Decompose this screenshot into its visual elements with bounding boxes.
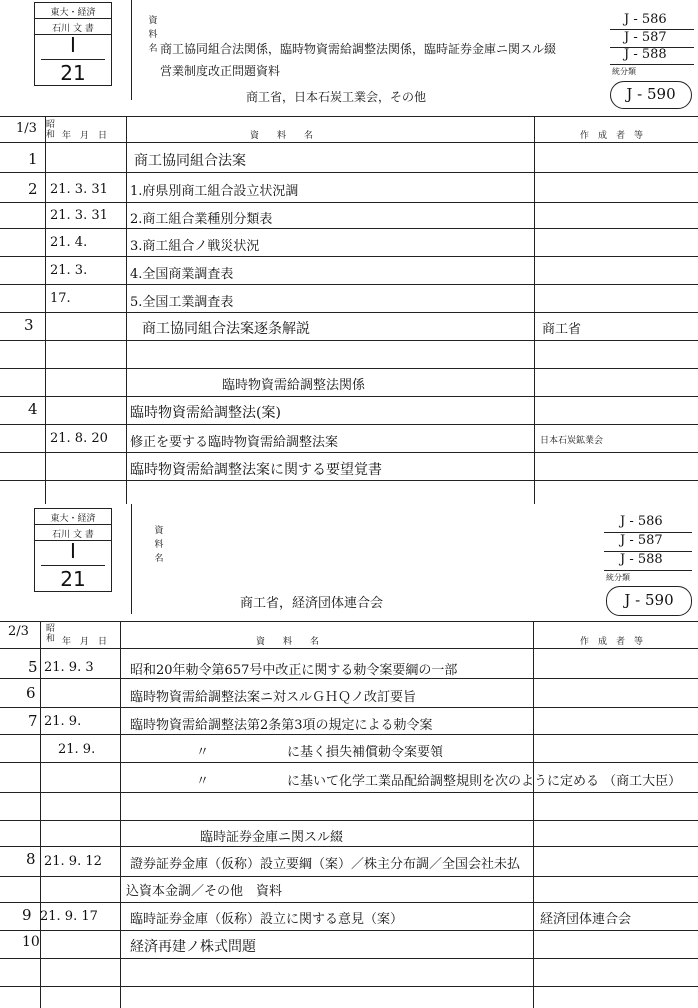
header-date: 年 月 日	[62, 637, 108, 647]
catalog-line2: 石川 文 書	[52, 530, 94, 540]
row-text: 臨時物資需給調整法(案)	[130, 405, 281, 421]
catalog-line1: 東大・経済	[50, 514, 96, 524]
row-text: 込資本金調／その他 資料	[126, 884, 283, 899]
row-text: 昭和20年勅令第657号中改正に関する勅令案要綱の一部	[130, 663, 458, 678]
header-doc: 資 料 名	[256, 637, 320, 647]
header-doc: 資 料 名	[250, 131, 314, 141]
circled-code: J - 590	[610, 81, 692, 109]
catalog-number: 21	[60, 61, 86, 85]
row-date: 21. 9. 17	[40, 909, 98, 924]
circled-code: J - 590	[606, 586, 692, 616]
row-text: 臨時物資需給調整法関係	[222, 378, 366, 393]
row-no: 8	[26, 850, 36, 868]
header-era: 昭和	[46, 624, 56, 644]
row-text: 1.府県別商工組合設立状況調	[130, 184, 299, 199]
title-line-1: 商工協同組合法関係，臨時物資需給調整法関係，臨時証券金庫ニ関スル綴	[160, 42, 557, 56]
page-number: 1/3	[16, 121, 37, 136]
code-588: J - 588	[620, 552, 663, 567]
row-date: 21. 3.	[50, 263, 88, 278]
code-sub-label: 統分類	[606, 573, 630, 582]
row-text: 證券証券金庫（仮称）設立要綱（案）／株主分布調／全国会社未払	[130, 857, 521, 872]
catalog-line1: 東大・経済	[50, 8, 96, 18]
row-text: 臨時証券金庫ニ関スル綴	[200, 830, 344, 845]
row-date: 21. 9. 3	[44, 660, 94, 675]
code-586: J - 586	[624, 12, 667, 27]
row-text: 商工協同組合法案逐条解説	[142, 321, 310, 337]
sheet-2	[0, 504, 698, 1008]
label-mei: 名	[154, 554, 164, 564]
row-date: 21. 4.	[50, 235, 88, 250]
row-text: 商工協同組合法案	[134, 153, 246, 169]
row-date: 21. 3. 31	[50, 208, 108, 223]
row-no: 7	[28, 712, 38, 730]
row-text: 3.商工組合ノ戦災状況	[130, 239, 260, 254]
row-text: 経済再建ノ株式問題	[130, 939, 256, 955]
label-mei: 名	[148, 44, 158, 54]
label-ryo: 料	[148, 30, 158, 40]
header-author: 作 成 者 等	[580, 637, 644, 647]
row-no: 4	[28, 400, 38, 418]
author-line: 商工省，日本石炭工業会，その他	[246, 90, 427, 104]
catalog-roman: I	[70, 539, 76, 563]
catalog-number: 21	[60, 567, 86, 591]
row-date: 21. 3. 31	[50, 182, 108, 197]
code-587: J - 587	[620, 533, 663, 548]
row-text: 修正を要する臨時物資需給調整法案	[130, 435, 339, 450]
code-587: J - 587	[624, 30, 667, 45]
catalog-line2: 石川 文 書	[52, 24, 94, 34]
row-text: 4.全国商業調査表	[130, 267, 234, 282]
code-588: J - 588	[624, 47, 667, 62]
catalog-roman: I	[70, 33, 76, 57]
row-no: 1	[28, 150, 38, 168]
row-no: 6	[26, 684, 36, 702]
row-no: 9	[22, 906, 32, 924]
code-sub-label: 統分類	[612, 67, 636, 76]
row-no: 10	[22, 934, 40, 950]
row-text: 臨時物資需給調整法案ニ対スルＧＨＱノ改訂要旨	[130, 690, 417, 705]
author-line: 商工省，経済団体連合会	[240, 596, 384, 611]
row-text: 臨時物資需給調整法第2条第3項の規定による勅令案	[130, 718, 433, 733]
header-author: 作 成 者 等	[580, 131, 644, 141]
title-line-2: 営業制度改正問題資料	[160, 64, 281, 78]
row-date: 21. 9.	[58, 742, 96, 757]
row-date: 17.	[50, 291, 71, 306]
label-shi: 資	[148, 16, 158, 26]
code-586: J - 586	[620, 514, 663, 529]
row-text: 〃 に基く損失補償勅令案要領	[196, 745, 444, 760]
row-no: 5	[28, 658, 38, 676]
header-date: 年 月 日	[62, 131, 108, 141]
row-date: 21. 9.	[44, 714, 82, 729]
row-no: 2	[28, 180, 38, 198]
row-text: 5.全国工業調査表	[130, 295, 234, 310]
header-era: 昭和	[46, 120, 56, 140]
row-text: 臨時物資需給調整法案に関する要望覚書	[130, 462, 382, 478]
row-author: 日本石炭鉱業会	[540, 436, 604, 446]
row-date: 21. 8. 20	[50, 431, 108, 446]
catalog-box	[34, 508, 112, 592]
row-date: 21. 9. 12	[44, 854, 102, 869]
page-number: 2/3	[8, 624, 29, 639]
row-text: 臨時証券金庫（仮称）設立に関する意見（案）	[130, 912, 404, 927]
row-text: 2.商工組合業種別分類表	[130, 212, 273, 227]
label-shi: 資	[154, 526, 164, 536]
row-text: 〃 に基いて化学工業品配給調整規則を次のように定める （商工大臣）	[196, 774, 682, 789]
label-ryo: 料	[154, 540, 164, 550]
row-author: 経済団体連合会	[540, 912, 632, 927]
catalog-box	[34, 2, 112, 86]
row-author: 商工省	[542, 322, 582, 337]
row-no: 3	[24, 316, 34, 334]
